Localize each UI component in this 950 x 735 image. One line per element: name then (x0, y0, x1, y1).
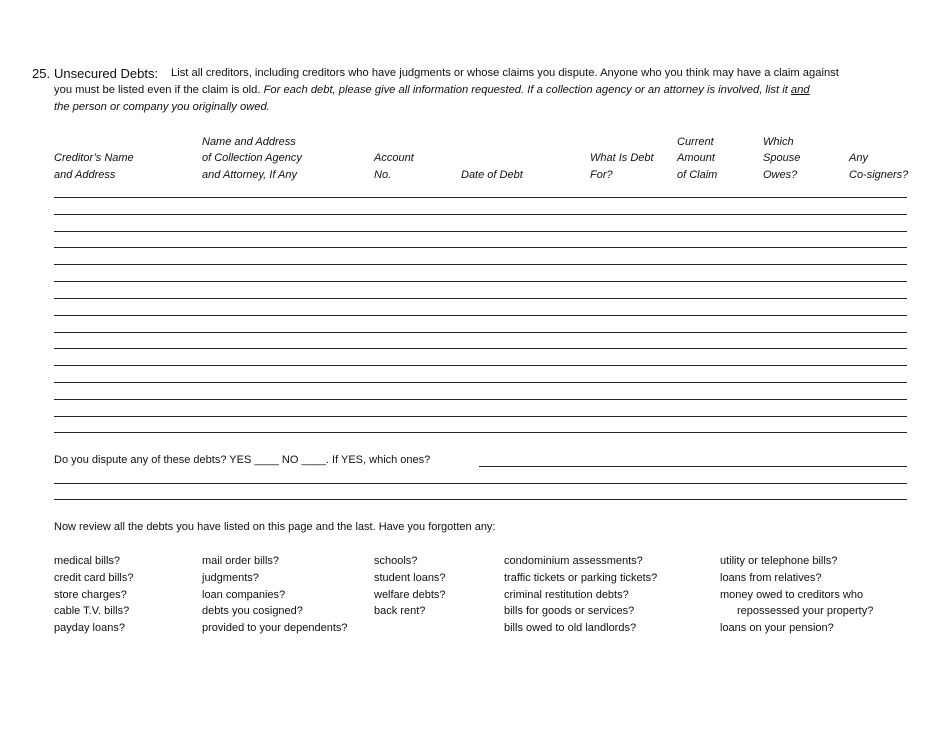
review-item: store charges? (54, 588, 127, 601)
review-item: loans from relatives? (720, 571, 822, 584)
intro-line-2 (54, 84, 810, 96)
review-column-5 (720, 553, 873, 637)
entry-line[interactable] (54, 247, 907, 248)
entry-line[interactable] (54, 382, 907, 383)
entry-line[interactable] (54, 231, 907, 232)
column-header-co-signers: Any Co-signers? (849, 152, 909, 181)
entry-line[interactable] (54, 432, 907, 433)
intro-line-3: the person or company you originally owed. (54, 101, 270, 113)
intro-line-2-italic: For each debt, please give all information requested. If a collection agency or an attorney is involved, list it (263, 84, 788, 96)
review-prompt: Now review all the debts you have listed on this page and the last. Have you forgotten any: (54, 521, 496, 533)
dispute-answer-line-2[interactable] (54, 483, 907, 484)
dispute-answer-line-3[interactable] (54, 499, 907, 500)
entry-line[interactable] (54, 298, 907, 299)
column-header-creditor: Creditor’s Name and Address (54, 152, 134, 181)
entry-line[interactable] (54, 281, 907, 282)
entry-line[interactable] (54, 264, 907, 265)
review-item: loan companies? (202, 588, 286, 601)
entry-line[interactable] (54, 348, 907, 349)
review-item: traffic tickets or parking tickets? (504, 571, 658, 584)
review-item: mail order bills? (202, 555, 280, 567)
dispute-question: Do you dispute any of these debts? YES ____ NO ____. If YES, which ones? (54, 454, 431, 466)
review-item: utility or telephone bills? (720, 555, 838, 567)
review-item: bills owed to old landlords? (504, 622, 637, 635)
review-item: schools? (374, 555, 418, 567)
entry-line[interactable] (54, 416, 907, 417)
review-item: debts you cosigned? (202, 605, 303, 618)
review-item: cable T.V. bills? (54, 605, 130, 618)
review-item: criminal restitution debts? (504, 588, 629, 601)
review-item: back rent? (374, 605, 426, 618)
entry-line[interactable] (54, 214, 907, 215)
section-title: Unsecured Debts: (54, 66, 159, 81)
column-header-account-no: Account No. (374, 152, 414, 181)
review-column-2 (202, 553, 348, 637)
review-item: medical bills? (54, 555, 121, 567)
entry-line[interactable] (54, 315, 907, 316)
review-column-4 (504, 553, 657, 637)
column-header-date-of-debt: Date of Debt (461, 168, 523, 181)
review-item: judgments? (202, 571, 259, 584)
review-item: student loans? (374, 571, 446, 584)
review-item: repossessed your property? (737, 605, 874, 618)
review-item: condominium assessments? (504, 555, 643, 567)
entry-line[interactable] (54, 332, 907, 333)
column-header-current-amount: Current Amount of Claim (677, 135, 718, 181)
review-item: credit card bills? (54, 571, 134, 584)
column-header-debt-for: What Is Debt For? (590, 152, 654, 181)
dispute-answer-line[interactable] (479, 466, 907, 467)
review-column-1 (54, 553, 133, 637)
intro-line-1: List all creditors, including creditors who have judgments or whose claims you dispute. Anyone who you think may have a claim against (171, 67, 839, 79)
review-column-3 (374, 553, 446, 620)
review-item: bills for goods or services? (504, 605, 635, 618)
review-item: welfare debts? (374, 588, 446, 601)
entry-line[interactable] (54, 197, 907, 198)
column-header-which-spouse: Which Spouse Owes? (763, 135, 801, 181)
intro-line-2-plain: you must be listed even if the claim is old. (54, 84, 261, 96)
section-number: 25. (32, 66, 51, 81)
review-item: loans on your pension? (720, 622, 834, 635)
entry-line[interactable] (54, 365, 907, 366)
column-header-collection-agency: Name and Address of Collection Agency and Attorney, If Any (202, 135, 302, 181)
intro-line-2-underlined: and (790, 84, 810, 96)
review-item: payday loans? (54, 622, 125, 635)
review-item: money owed to creditors who (720, 588, 864, 601)
entry-line[interactable] (54, 399, 907, 400)
review-item: provided to your dependents? (202, 622, 348, 635)
